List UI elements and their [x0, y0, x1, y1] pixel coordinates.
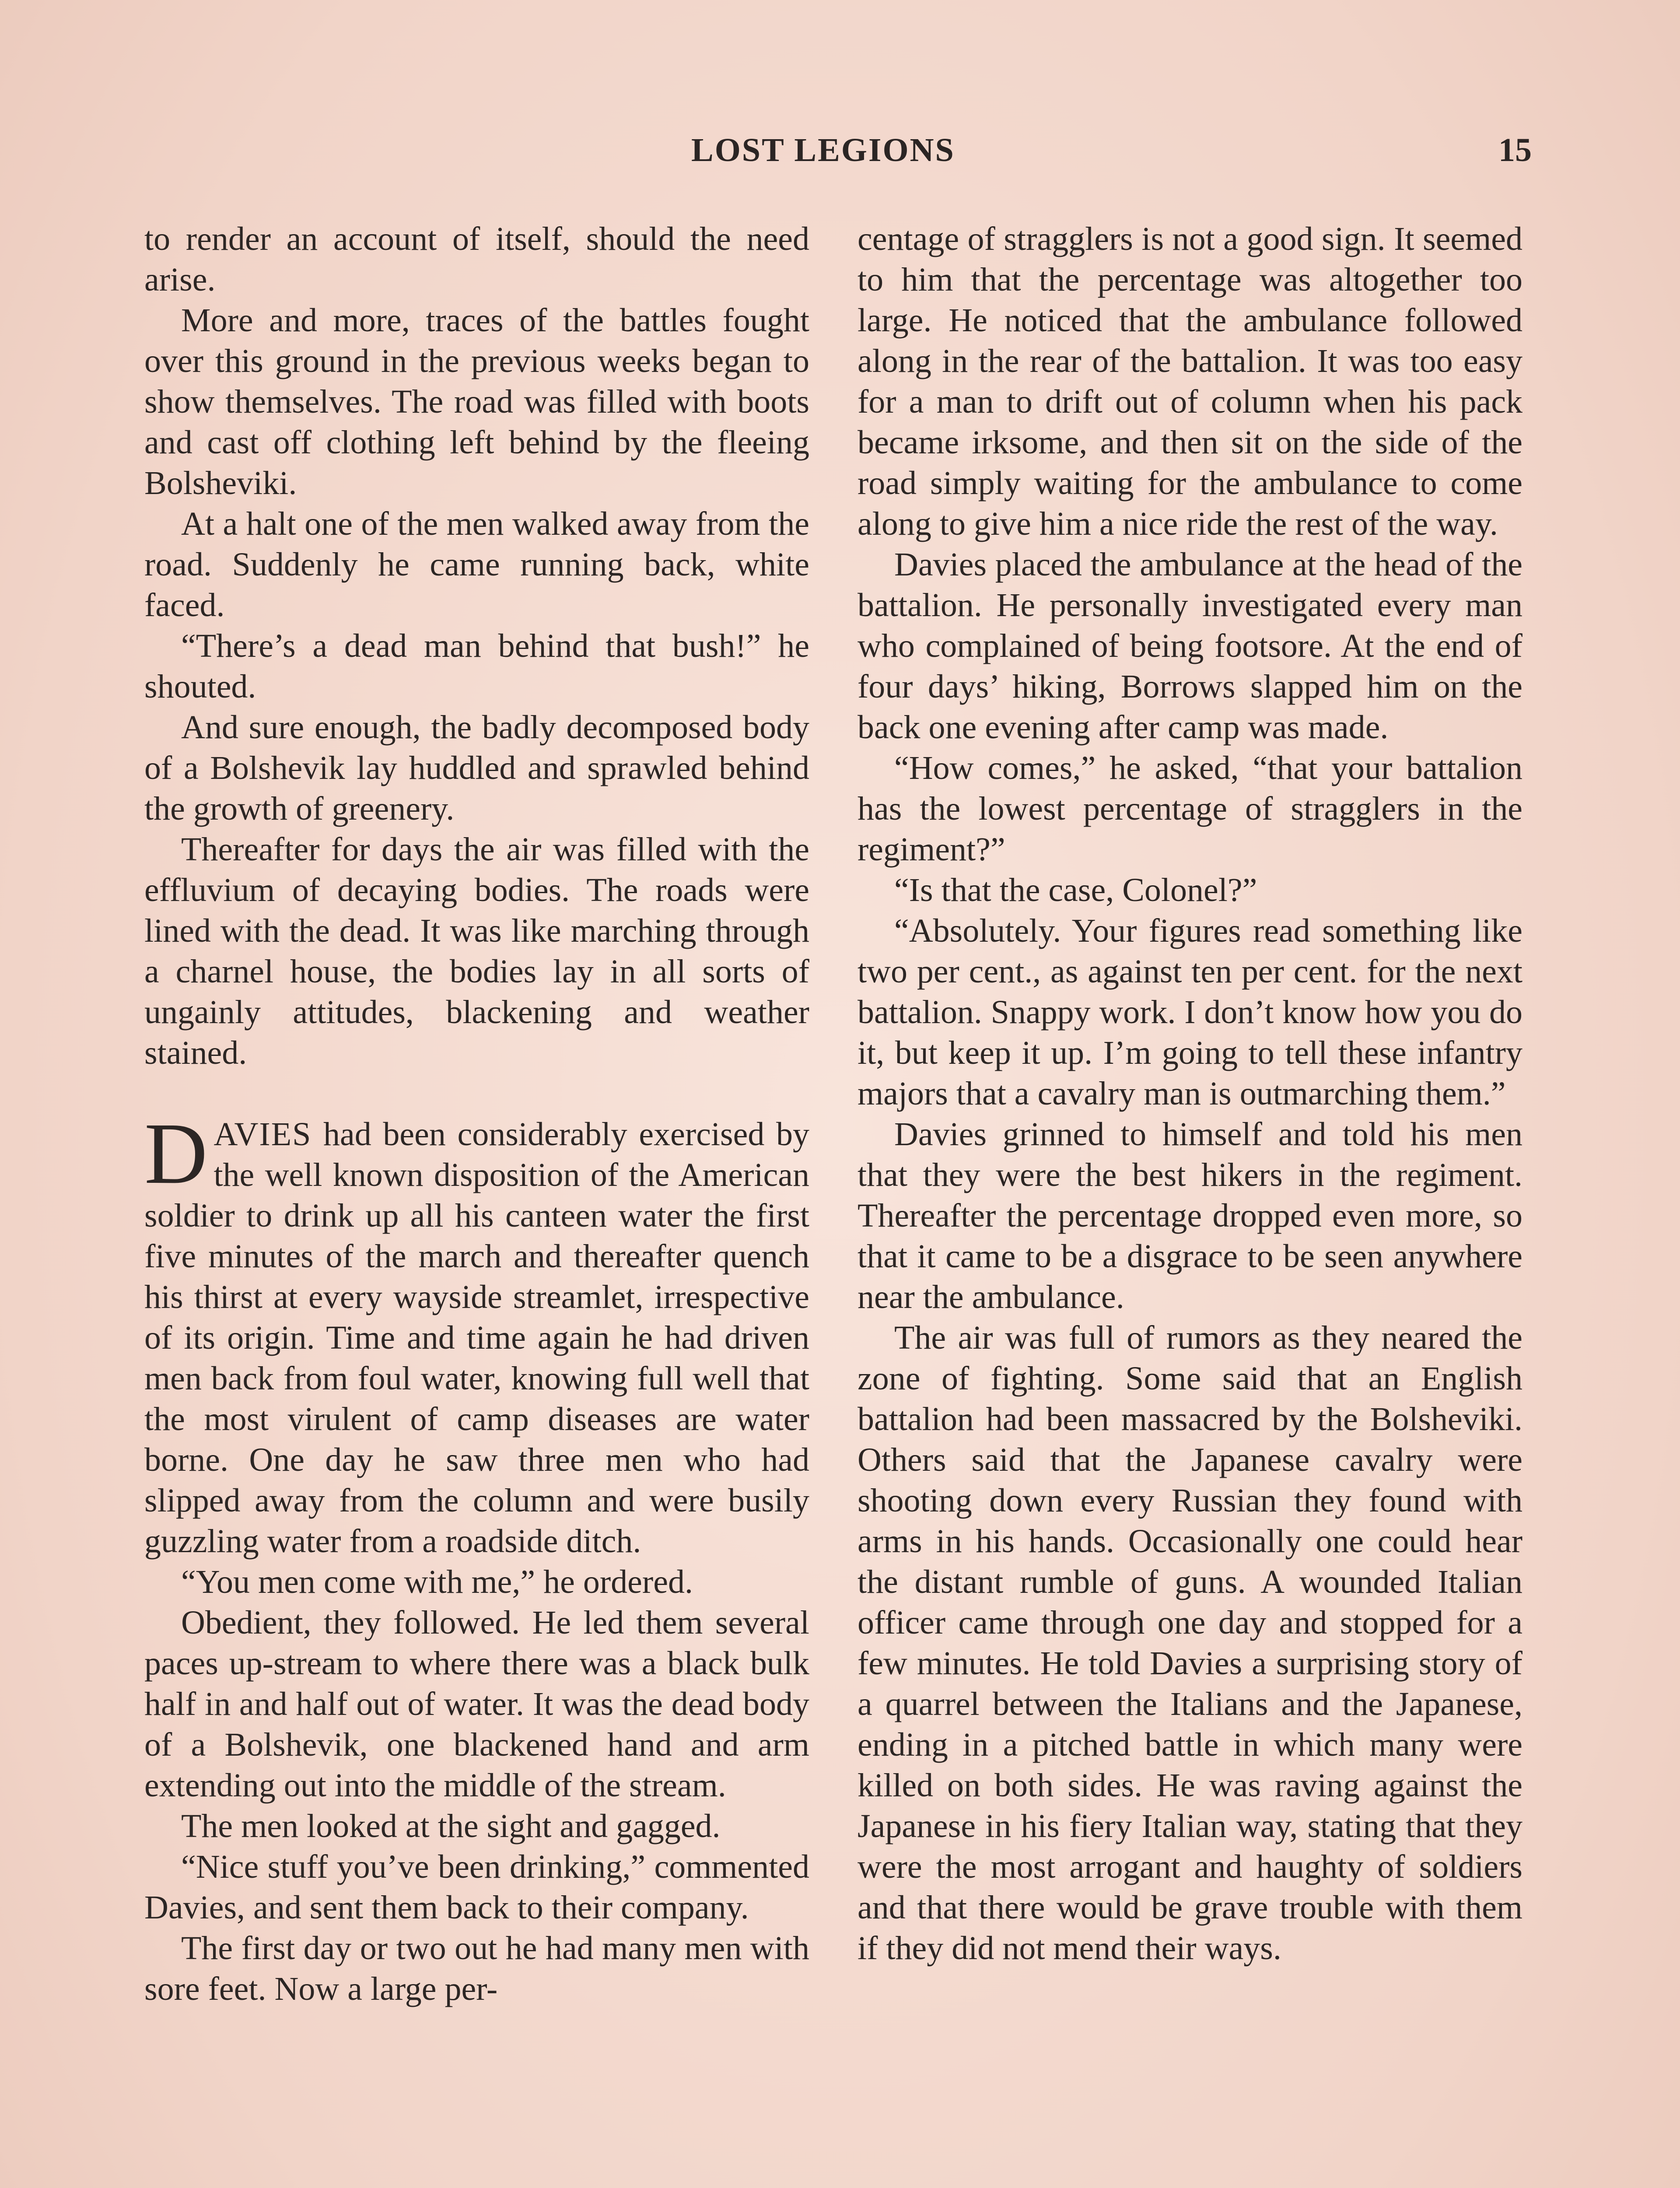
paragraph: The men looked at the sight and gagged.	[181, 1808, 721, 1844]
paragraph: to render an account of itself, should the need arise.	[144, 221, 809, 298]
paragraph: “Absolutely. Your figures read something like two per cent., as against ten per cent. for the next battalion. Snappy work. I don’t know how you do it, but keep it up. I’m going to tell these infantry majors that a cavalry man is outmarching them.”	[858, 912, 1522, 1112]
left-column	[144, 219, 809, 2009]
paragraph: centage of stragglers is not a good sign. It seemed to him that the percentage was altogether too large. He noticed that the ambulance followed along in the rear of the battalion. It was too easy for a man to drift out of column when his pack became irksome, and then sit on the side of the road simply waiting for the ambulance to come along to give him a nice ride the rest of the way.	[858, 221, 1522, 542]
paragraph: Obedient, they followed. He led them several paces up-stream to where there was a black bulk half in and half out of water. It was the dead body of a Bolshevik, one blackened hand and arm extending out into the middle of the stream.	[144, 1604, 809, 1804]
paragraph: “There’s a dead man behind that bush!” he shouted.	[144, 628, 809, 705]
paragraph: The air was full of rumors as they neared the zone of fighting. Some said that an English battalion had been massacred by the Bolsheviki. Others said that the Japanese cavalry were shooting down every Russian they found with arms in his hands. Occasionally one could hear the distant rumble of guns. A wounded Italian officer came through one day and stopped for a few minutes. He told Davies a surprising story of a quarrel between the Italians and the Japanese, ending in a pitched battle in which many were killed on both sides. He was raving against the Japanese in his fiery Italian way, stating that they were the most arrogant and haughty of soldiers and that there would be grave trouble with them if they did not mend their ways.	[858, 1319, 1522, 1967]
paragraph: At a halt one of the men walked away from the road. Suddenly he came running back, white faced.	[144, 505, 809, 624]
paragraph: Davies placed the ambulance at the head of the battalion. He personally investigated every man who complained of being footsore. At the end of four days’ hiking, Borrows slapped him on the back one evening after camp was made.	[858, 546, 1522, 746]
paragraph: “Nice stuff you’ve been drinking,” commented Davies, and sent them back to their company.	[144, 1848, 809, 1926]
paragraph: The first day or two out he had many men with sore feet. Now a large per-	[144, 1930, 809, 2007]
page-number: 15	[1498, 132, 1532, 168]
paragraph: More and more, traces of the battles fought over this ground in the previous weeks began to show themselves. The road was filled with boots and cast off clothing left behind by the fleeing Bolsheviki.	[144, 302, 809, 501]
paragraph-text: had been considerably exercised by the well known disposition of the American soldier to drink up all his canteen water the first five minutes of the march and thereafter quench his thirst at every wayside streamlet, irrespective of its origin. Time and time again he had driven men back from foul water, knowing full well that the most virulent of camp diseases are water borne. One day he saw three men who had slipped away from the column and were busily guzzling water from a roadside ditch.	[144, 1116, 809, 1560]
section-opening-paragraph	[144, 1105, 809, 1562]
paragraph: “How comes,” he asked, “that your battalion has the lowest percentage of stragglers in the regiment?”	[858, 750, 1522, 868]
paragraph: Davies grinned to himself and told his men that they were the best hikers in the regiment. Thereafter the percentage dropped even more, so that it came to be a disgrace to be seen anywhere near the ambulance.	[858, 1116, 1522, 1315]
running-title: LOST LEGIONS	[691, 132, 955, 168]
paragraph: And sure enough, the badly decomposed body of a Bolshevik lay huddled and sprawled behind the growth of greenery.	[144, 709, 809, 827]
running-head	[0, 131, 1680, 179]
lead-caps: AVIES	[214, 1116, 312, 1153]
paragraph: “Is that the case, Colonel?”	[894, 872, 1257, 908]
paragraph: Thereafter for days the air was filled with the effluvium of decaying bodies. The roads were lined with the dead. It was like marching through a charnel house, the bodies lay in all sorts of ungainly attitudes, blackening and weather stained.	[144, 831, 809, 1071]
paragraph: “You men come with me,” he ordered.	[181, 1564, 693, 1600]
drop-cap: D	[144, 1105, 208, 1202]
right-column	[858, 219, 1522, 1969]
